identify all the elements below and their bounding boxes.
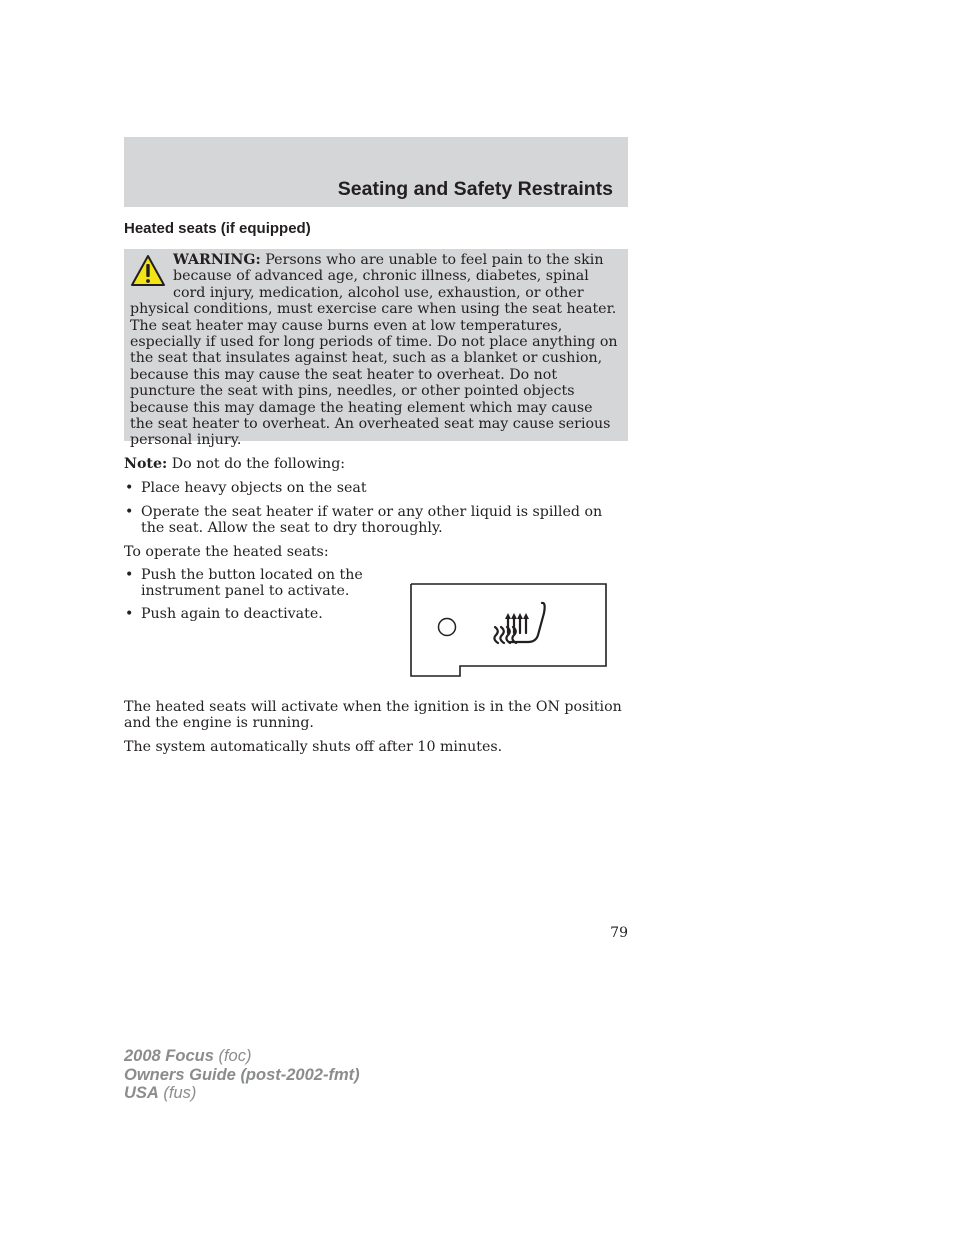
footer-guide: Owners Guide (post-2002-fmt) <box>124 1065 360 1084</box>
list-item <box>124 567 374 600</box>
footer-line-model <box>124 1047 360 1066</box>
warning-box <box>124 249 628 449</box>
footer-model: 2008 Focus <box>124 1047 214 1065</box>
header-band <box>124 137 628 207</box>
note-paragraph <box>124 456 628 472</box>
note-text: Do not do the following: <box>171 456 346 472</box>
list-item <box>124 606 374 622</box>
list-item-text: Push again to deactivate. <box>141 606 323 622</box>
warning-triangle-icon <box>130 254 166 288</box>
activation-paragraph: The heated seats will activate when the ignition is in the ON position and the engine is running. <box>124 699 622 732</box>
list-item <box>124 504 628 537</box>
list-item-text: Push the button located on the instrument panel to activate. <box>141 567 363 600</box>
bullet-glyph: • <box>125 567 134 583</box>
footer-model-code: (foc) <box>213 1047 252 1065</box>
bullet-glyph: • <box>125 606 134 622</box>
list-item-text: Operate the seat heater if water or any other liquid is spilled on the seat. Allow the seat to dry thoroughly. <box>141 504 603 537</box>
document-footer <box>124 1047 360 1103</box>
warning-label: WARNING: <box>173 252 261 268</box>
operate-intro: To operate the heated seats: <box>124 544 329 560</box>
list-item-text: Place heavy objects on the seat <box>141 480 367 496</box>
section-heading: Heated seats (if equipped) <box>124 220 311 237</box>
footer-line-market <box>124 1084 360 1103</box>
warning-body: Persons who are unable to feel pain to the skin because of advanced age, chronic illness, diabetes, spinal cord injury, medication, alcohol use, exhaustion, or other physical conditions, must exercise care when using the seat heater. The seat heater may cause burns even at low temperatures, especially if used for long periods of time. Do not place anything on the seat that insulates against heat, such as a blanket or cushion, because this may cause the seat heater to overheat. Do not puncture the seat with pins, needles, or other pointed objects because this may damage the heating element which may cause the seat heater to overheat. An overheated seat may cause serious personal injury. <box>130 252 618 449</box>
note-label: Note: <box>124 456 168 472</box>
page-number: 79 <box>610 925 628 941</box>
shutoff-paragraph: The system automatically shuts off after 10 minutes. <box>124 739 503 755</box>
chapter-title: Seating and Safety Restraints <box>337 178 613 200</box>
bullet-glyph: • <box>125 504 134 520</box>
footer-market-code: (fus) <box>158 1084 197 1102</box>
footer-market: USA <box>124 1084 159 1102</box>
list-item <box>124 480 628 496</box>
warning-text <box>130 252 620 449</box>
bullet-glyph: • <box>125 480 134 496</box>
heated-seat-button-figure <box>410 583 607 677</box>
footer-line-guide <box>124 1066 360 1085</box>
